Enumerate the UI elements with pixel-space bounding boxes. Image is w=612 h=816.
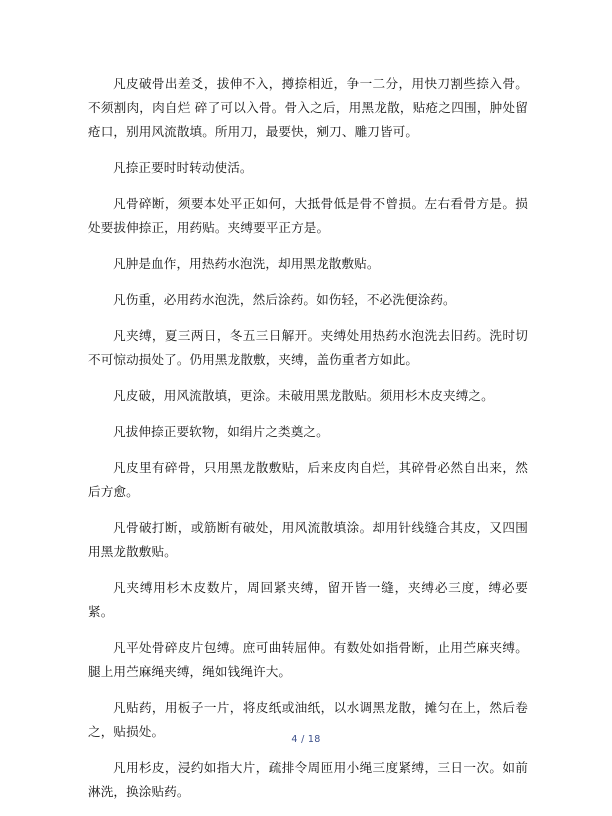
- paragraph-1: 凡皮破骨出差爻，拔伸不入，撙捺相近，争一二分，用快刀割些捺入骨。不须割肉，肉自烂 碎了可以入骨。骨入之后，用黑龙散，贴疮之四围，肿处留疮口，别用风流散填。所用刀，最要快，剜刀、雕刀皆可。: [88, 76, 528, 139]
- paragraph-12: 凡平处骨碎皮片包缚。庶可曲转屈伸。有数处如指骨断，止用苎麻夹缚。腿上用苎麻绳夹缚，绳如钱绳许大。: [88, 640, 528, 679]
- paragraph-2: 凡捺正要时时转动使活。: [113, 160, 253, 175]
- page-indicator: 4 / 18: [291, 734, 321, 745]
- paragraph-10: 凡骨破打断，或筋断有破处，用风流散填涂。却用针线缝合其皮，又四围用黑龙散敷贴。: [88, 520, 528, 559]
- paragraph-13: 凡贴药，用板子一片，将皮纸或油纸，以水调黑龙散，摊匀在上，然后卷之，贴损处。: [88, 700, 528, 739]
- paragraph-7: 凡皮破，用风流散填，更涂。未破用黑龙散贴。须用杉木皮夹缚之。: [113, 388, 494, 403]
- paragraph-3: 凡骨碎断，须要本处平正如何，大抵骨低是骨不曾损。左右看骨方是。损处要拔伸捺正，用药贴。夹缚要平正方是。: [88, 196, 528, 235]
- paragraph-11: 凡夹缚用杉木皮数片，周回紧夹缚，留开皆一缝，夹缚必三度，缚必要紧。: [88, 580, 528, 619]
- paragraph-8: 凡拔伸捺正要软物，如绢片之类奠之。: [113, 424, 329, 439]
- paragraph-5: 凡伤重，必用药水泡洗，然后涂药。如伤轻，不必洗便涂药。: [113, 292, 456, 307]
- paragraph-14: 凡用杉皮，浸约如指大片，疏排令周匝用小绳三度紧缚，三日一次。如前淋洗，换涂贴药。: [88, 760, 528, 799]
- paragraph-4: 凡肿是血作，用热药水泡洗，却用黑龙散敷贴。: [113, 256, 380, 271]
- paragraph-9: 凡皮里有碎骨，只用黑龙散敷贴，后来皮肉自烂，其碎骨必然自出来，然后方愈。: [88, 460, 528, 499]
- paragraph-6: 凡夹缚，夏三两日，冬五三日解开。夹缚处用热药水泡洗去旧药。洗时切不可惊动损处了。仍用黑龙散敷，夹缚，盖伤重者方如此。: [88, 328, 528, 367]
- document-body: [88, 72, 528, 816]
